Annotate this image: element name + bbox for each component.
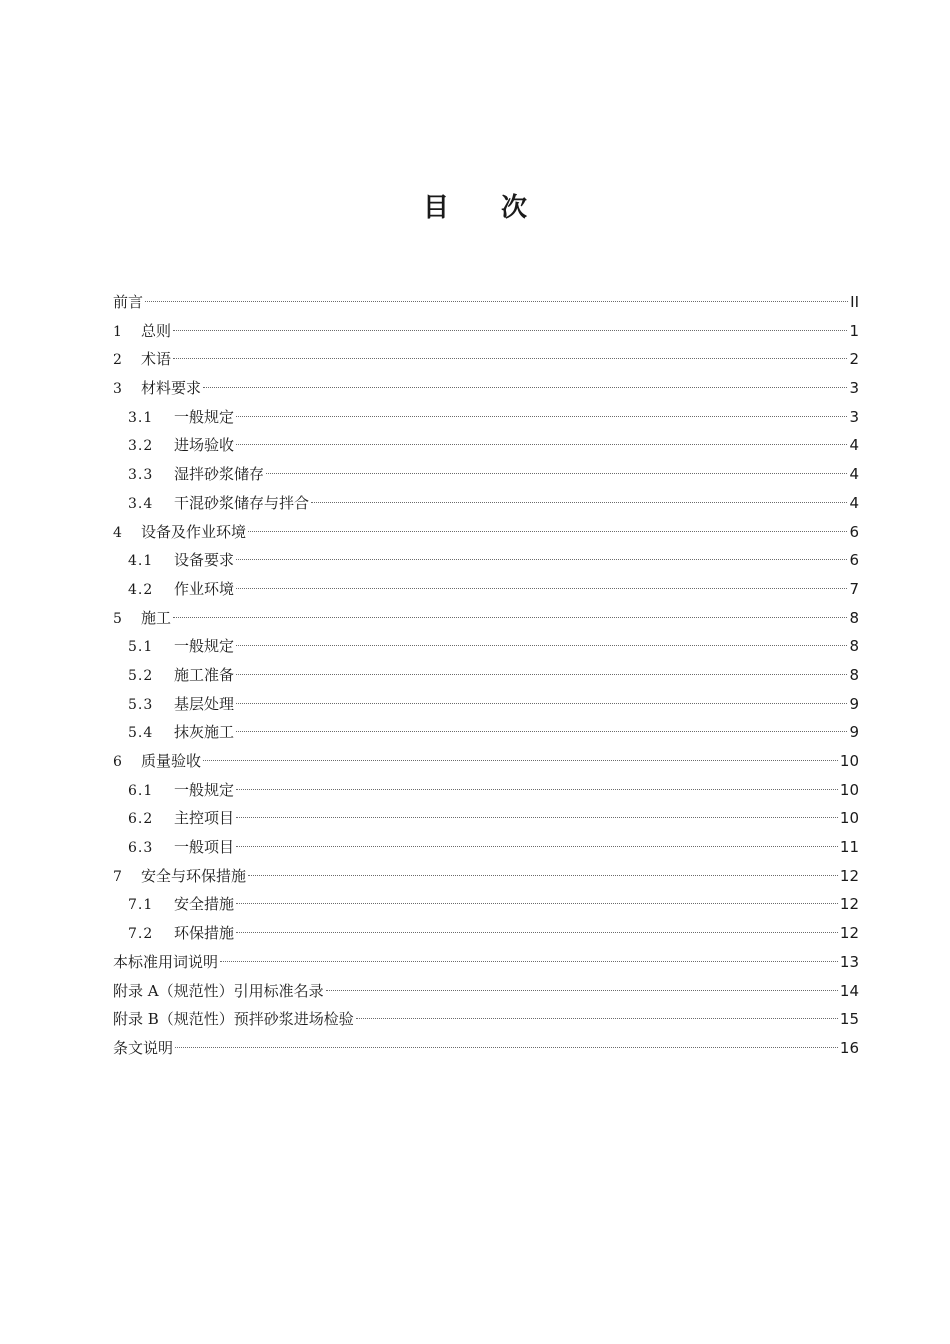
toc-entry-label: 一般规定 — [174, 407, 235, 426]
toc-entry-label: 条文说明 — [113, 1038, 174, 1057]
toc-entry-label: 基层处理 — [174, 694, 235, 713]
toc-entry-label: 一般规定 — [174, 637, 235, 656]
toc-entry-label: 作业环境 — [174, 579, 235, 598]
toc-dot-leader — [236, 444, 847, 445]
toc-entry-label: 附录 A（规范性）引用标准名录 — [113, 981, 324, 1000]
toc-entry-number: 6.3 — [128, 840, 154, 857]
toc-entry[interactable] — [113, 919, 859, 948]
toc-entry[interactable] — [113, 862, 859, 891]
toc-entry-page-number: 4 — [849, 465, 859, 484]
toc-dot-leader — [311, 502, 847, 503]
toc-dot-leader — [248, 875, 838, 876]
toc-entry[interactable] — [113, 460, 859, 489]
toc-entry-label: 总则 — [141, 321, 172, 340]
toc-entry-page-number: 2 — [849, 350, 859, 369]
toc-entry-label: 湿拌砂浆储存 — [174, 465, 265, 484]
toc-entry[interactable] — [113, 288, 859, 317]
toc-entry-label: 进场验收 — [174, 436, 235, 455]
toc-entry-number: 2 — [113, 352, 122, 369]
toc-dot-leader — [203, 760, 838, 761]
toc-entry-number: 3.3 — [128, 467, 154, 484]
toc-entry-page-number: 9 — [849, 694, 859, 713]
toc-dot-leader — [236, 645, 847, 646]
toc-dot-leader — [236, 817, 838, 818]
toc-entry-page-number: 3 — [849, 379, 859, 398]
toc-entry[interactable] — [113, 948, 859, 977]
toc-entry-page-number: 8 — [849, 608, 859, 627]
toc-entry-page-number: 11 — [839, 838, 859, 857]
toc-entry-label: 安全措施 — [174, 895, 235, 914]
page-title-part-1: 目 — [422, 193, 449, 223]
toc-dot-leader — [248, 531, 847, 532]
toc-entry-label: 设备及作业环境 — [141, 522, 247, 541]
toc-entry-label: 抹灰施工 — [174, 723, 235, 742]
toc-dot-leader — [236, 703, 847, 704]
toc-entry[interactable] — [113, 890, 859, 919]
toc-entry[interactable] — [113, 489, 859, 518]
toc-entry[interactable] — [113, 977, 859, 1006]
toc-entry[interactable] — [113, 546, 859, 575]
toc-entry[interactable] — [113, 403, 859, 432]
toc-entry-page-number: 4 — [849, 436, 859, 455]
toc-entry[interactable] — [113, 518, 859, 547]
toc-entry-page-number: 10 — [839, 809, 859, 828]
toc-entry-number: 5 — [113, 610, 122, 627]
toc-entry[interactable] — [113, 632, 859, 661]
toc-entry-number: 6.1 — [128, 782, 154, 799]
toc-entry[interactable] — [113, 804, 859, 833]
toc-entry-page-number: 8 — [849, 665, 859, 684]
toc-entry[interactable] — [113, 575, 859, 604]
toc-dot-leader — [175, 1047, 838, 1048]
toc-entry[interactable] — [113, 833, 859, 862]
toc-entry-page-number: 12 — [839, 895, 859, 914]
toc-entry[interactable] — [113, 776, 859, 805]
toc-entry-page-number: 4 — [849, 493, 859, 512]
toc-dot-leader — [326, 990, 838, 991]
toc-entry[interactable] — [113, 604, 859, 633]
toc-entry-number: 7 — [113, 868, 122, 885]
toc-entry-number: 5.2 — [128, 667, 154, 684]
toc-entry-page-number: 14 — [839, 981, 859, 1000]
toc-dot-leader — [145, 301, 848, 302]
toc-dot-leader — [236, 674, 847, 675]
toc-entry-page-number: 12 — [839, 924, 859, 943]
toc-entry-number: 4.1 — [128, 553, 154, 570]
toc-dot-leader — [236, 789, 838, 790]
toc-entry-number: 5.1 — [128, 639, 154, 656]
toc-entry-label: 设备要求 — [174, 551, 235, 570]
toc-entry[interactable] — [113, 317, 859, 346]
toc-dot-leader — [236, 932, 838, 933]
toc-entry-page-number: 15 — [839, 1010, 859, 1029]
toc-dot-leader — [236, 588, 847, 589]
toc-entry-label: 施工准备 — [174, 665, 235, 684]
toc-entry-page-number: 6 — [849, 522, 859, 541]
toc-dot-leader — [173, 358, 847, 359]
toc-entry-page-number: 16 — [839, 1038, 859, 1057]
toc-entry-page-number: 10 — [839, 780, 859, 799]
toc-entry-number: 3.4 — [128, 495, 154, 512]
table-of-contents — [113, 288, 859, 1063]
toc-entry-page-number: 8 — [849, 637, 859, 656]
toc-entry-number: 3.1 — [128, 409, 154, 426]
toc-entry[interactable] — [113, 661, 859, 690]
toc-entry-number: 4.2 — [128, 581, 154, 598]
toc-entry-page-number: 13 — [839, 952, 859, 971]
toc-entry-label: 安全与环保措施 — [141, 866, 247, 885]
page-title-part-2: 次 — [501, 193, 528, 223]
toc-entry-number: 5.3 — [128, 696, 154, 713]
toc-entry-page-number: 6 — [849, 551, 859, 570]
toc-entry[interactable] — [113, 374, 859, 403]
toc-entry-label: 前言 — [113, 293, 144, 311]
toc-entry-label: 附录 B（规范性）预拌砂浆进场检验 — [113, 1010, 354, 1029]
toc-entry-page-number: 12 — [839, 866, 859, 885]
toc-entry-number: 4 — [113, 524, 122, 541]
toc-dot-leader — [173, 617, 847, 618]
toc-entry-label: 施工 — [141, 608, 172, 627]
toc-dot-leader — [236, 559, 847, 560]
toc-entry-label: 一般项目 — [174, 838, 235, 857]
toc-entry-page-number: 1 — [849, 321, 859, 340]
toc-entry-number: 7.2 — [128, 926, 154, 943]
toc-entry-number: 7.1 — [128, 897, 154, 914]
toc-dot-leader — [236, 903, 838, 904]
toc-entry-label: 材料要求 — [141, 379, 202, 398]
toc-entry-number: 3.2 — [128, 438, 154, 455]
toc-entry-number: 6 — [113, 754, 122, 770]
toc-entry-number: 5.4 — [128, 725, 154, 742]
toc-entry[interactable] — [113, 690, 859, 719]
toc-entry[interactable] — [113, 345, 859, 374]
toc-entry-label: 干混砂浆储存与拌合 — [174, 493, 310, 512]
toc-entry-label: 环保措施 — [174, 924, 235, 943]
toc-entry-page-number: 7 — [849, 579, 859, 598]
toc-entry-page-number: 9 — [849, 723, 859, 742]
toc-entry[interactable] — [113, 718, 859, 747]
toc-entry-label: 主控项目 — [174, 809, 235, 828]
toc-dot-leader — [236, 846, 838, 847]
toc-dot-leader — [236, 416, 847, 417]
toc-dot-leader — [173, 330, 847, 331]
toc-entry-number: 3 — [113, 381, 122, 398]
toc-dot-leader — [356, 1018, 838, 1019]
toc-dot-leader — [203, 387, 847, 388]
toc-entry-label: 术语 — [141, 350, 172, 369]
toc-dot-leader — [236, 731, 847, 732]
toc-entry-label: 质量验收 — [141, 752, 202, 770]
toc-entry[interactable] — [113, 431, 859, 460]
toc-dot-leader — [266, 473, 847, 474]
toc-entry[interactable] — [113, 747, 859, 776]
toc-entry-number: 6.2 — [128, 811, 154, 828]
toc-entry-label: 一般规定 — [174, 780, 235, 799]
toc-dot-leader — [220, 961, 838, 962]
toc-entry[interactable] — [113, 1005, 859, 1034]
page-title — [0, 188, 950, 228]
toc-entry[interactable] — [113, 1034, 859, 1063]
toc-entry-page-number: 3 — [849, 407, 859, 426]
toc-entry-page-number: II — [850, 293, 859, 311]
toc-entry-number: 1 — [113, 323, 122, 340]
toc-entry-page-number: 10 — [839, 752, 859, 770]
toc-entry-label: 本标准用词说明 — [113, 952, 219, 971]
